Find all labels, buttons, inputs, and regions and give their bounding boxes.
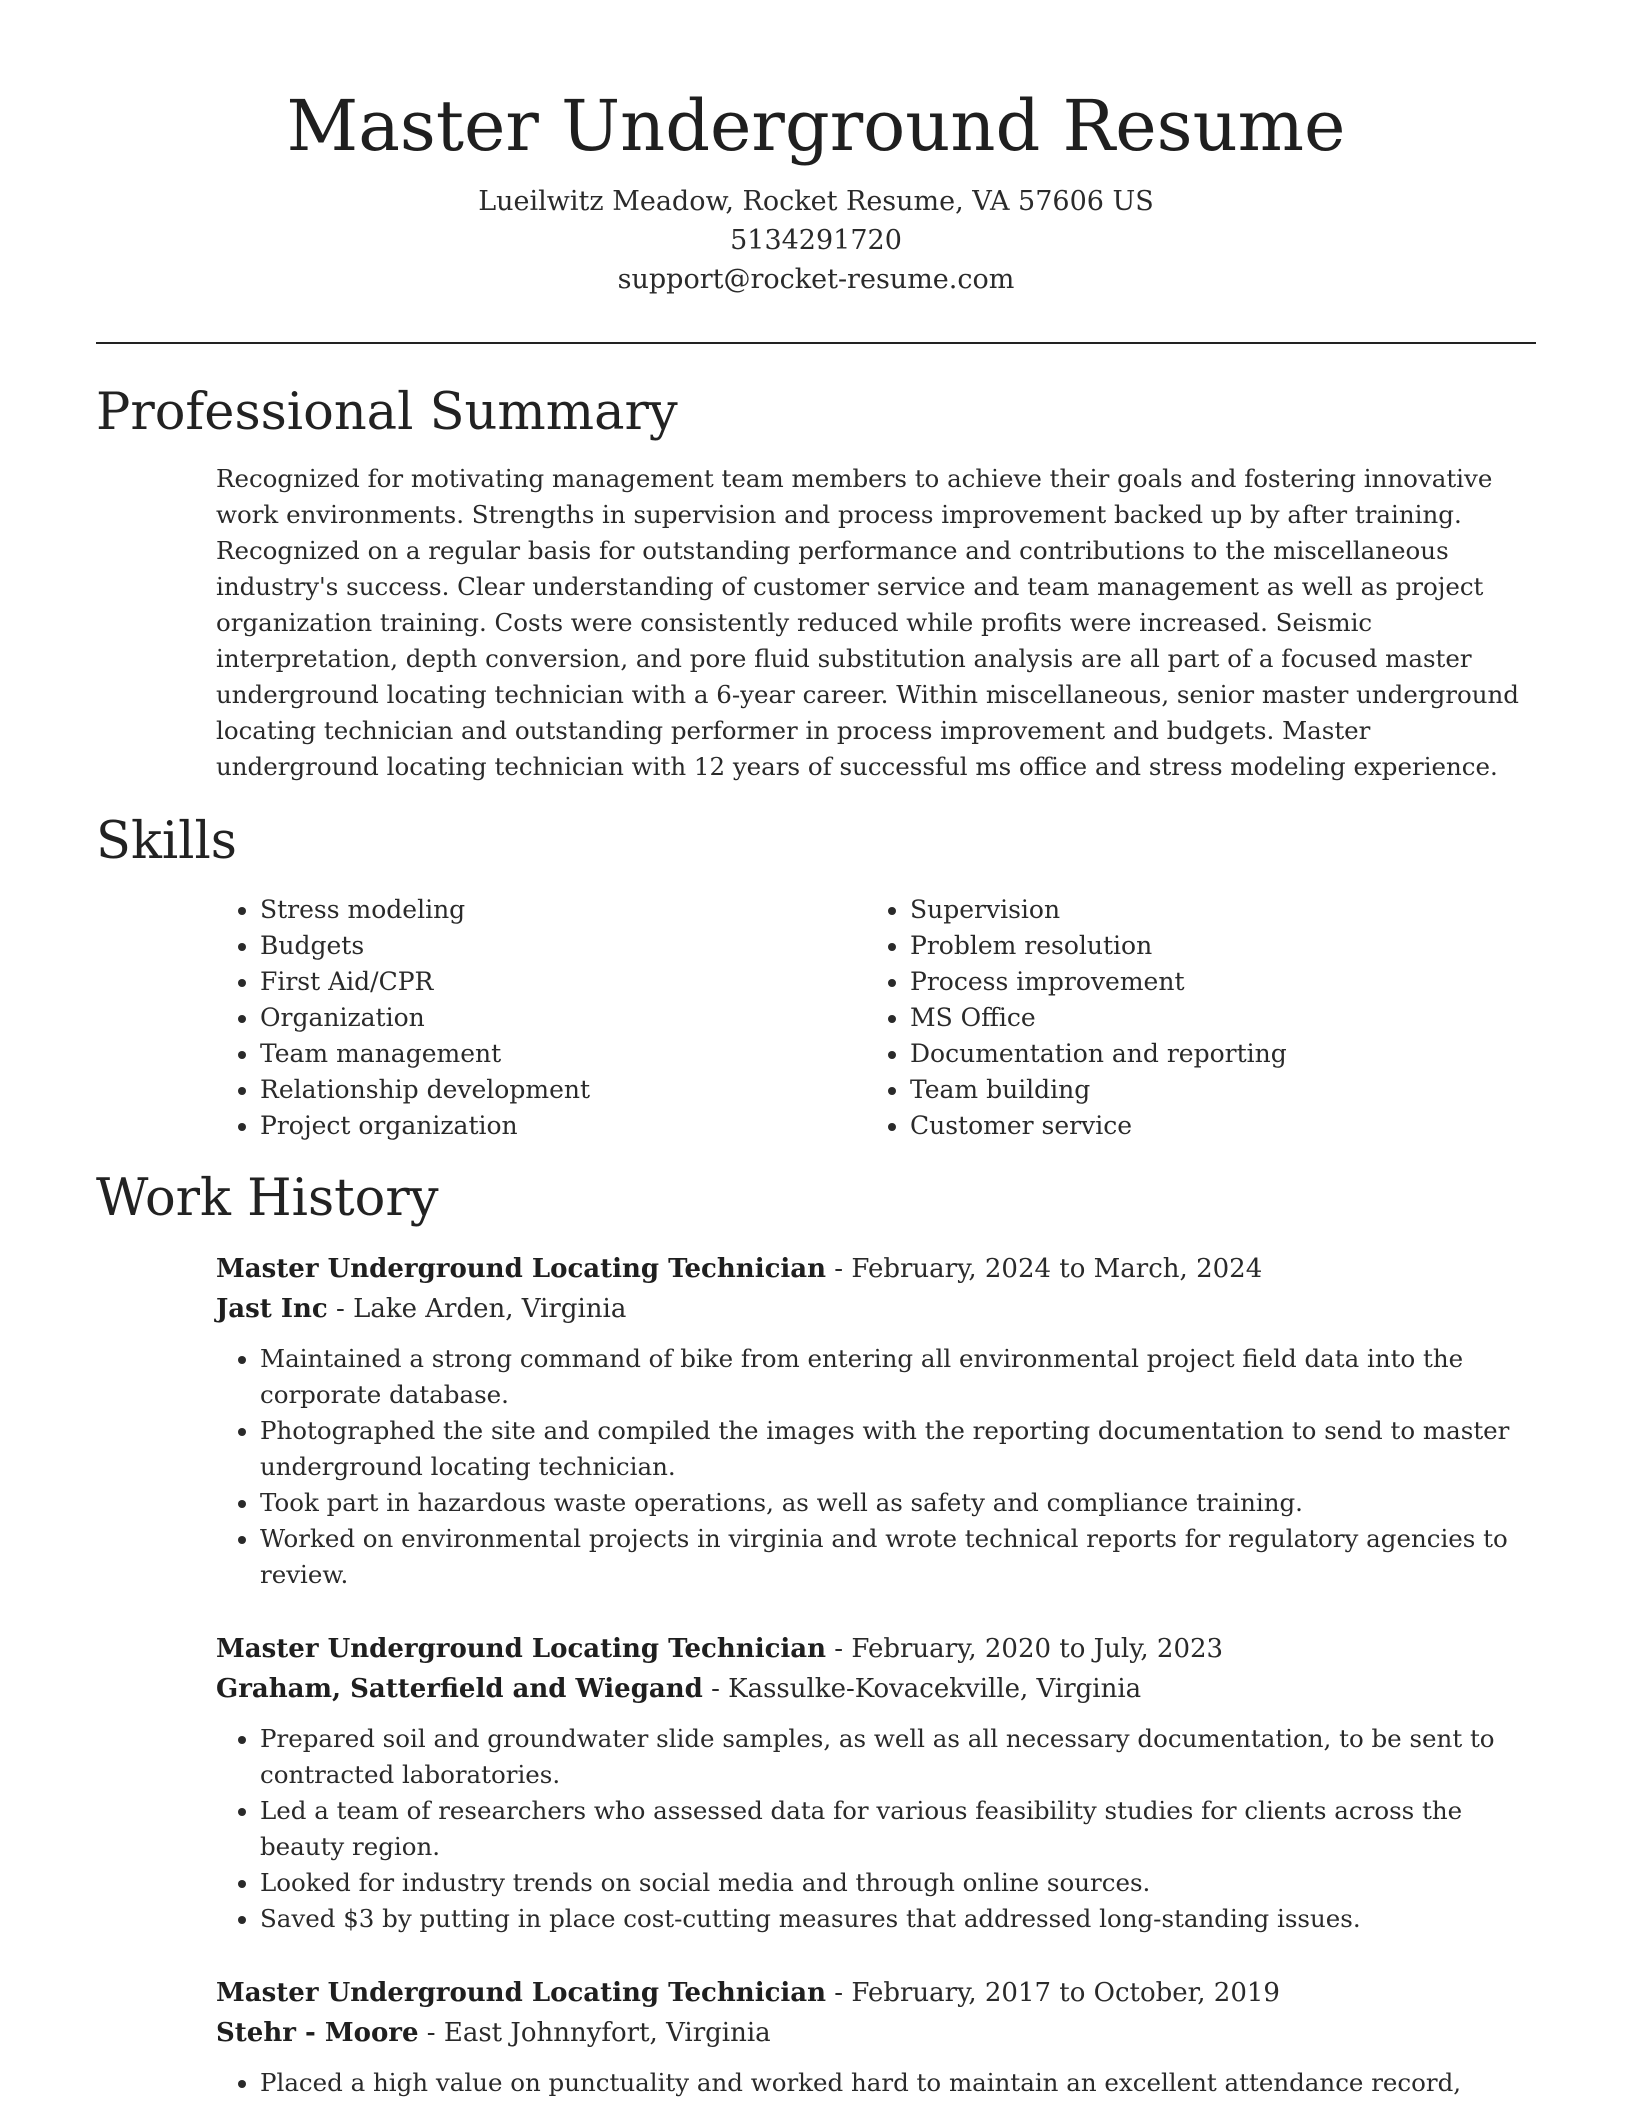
job-company-line xyxy=(216,2013,1536,2053)
skill-item: • First Aid/CPR xyxy=(260,964,590,1000)
skills-list-right xyxy=(866,892,1287,1144)
job-company-line xyxy=(216,1669,1536,1709)
job-bullets xyxy=(216,1341,1536,1593)
skill-item: • Process improvement xyxy=(910,964,1287,1000)
job-location: Kassulke-Kovacekville, Virginia xyxy=(728,1674,1142,1704)
skill-item: • Relationship development xyxy=(260,1072,590,1108)
job-location: Lake Arden, Virginia xyxy=(353,1294,627,1324)
job-location: East Johnnyfort, Virginia xyxy=(443,2018,771,2048)
job-title: Master Underground Locating Technician xyxy=(216,1978,827,2008)
skill-item: • MS Office xyxy=(910,1000,1287,1036)
work-history-heading: Work History xyxy=(96,1169,439,1228)
job-title-line xyxy=(216,1629,1536,1669)
job-company: Graham, Satterfield and Wiegand xyxy=(216,1674,703,1704)
summary-heading: Professional Summary xyxy=(96,383,678,442)
skill-item: • Team management xyxy=(260,1036,590,1072)
job-dates: February, 2017 to October, 2019 xyxy=(851,1978,1280,2008)
skill-item: • Documentation and reporting xyxy=(910,1036,1287,1072)
skill-item: • Problem resolution xyxy=(910,928,1287,964)
job-bullet: • Worked on environmental projects in virginia and wrote technical reports for regulatory agencies to review. xyxy=(260,1521,1536,1593)
job-dates: February, 2024 to March, 2024 xyxy=(851,1254,1263,1284)
skills-heading: Skills xyxy=(96,812,237,871)
skill-item: • Team building xyxy=(910,1072,1287,1108)
job-bullet: • Took part in hazardous waste operations, as well as safety and compliance training. xyxy=(260,1485,1536,1521)
contact-address: Lueilwitz Meadow, Rocket Resume, VA 57606 US xyxy=(478,186,1154,217)
separator: - xyxy=(826,1978,852,2008)
skill-item: • Project organization xyxy=(260,1108,590,1144)
job-entry xyxy=(216,1629,1536,1937)
job-dates: February, 2020 to July, 2023 xyxy=(851,1634,1224,1664)
header-divider xyxy=(96,342,1536,344)
job-bullets xyxy=(216,1721,1536,1937)
contact-phone: 5134291720 xyxy=(730,225,902,256)
job-bullet: • Looked for industry trends on social media and through online sources. xyxy=(260,1865,1536,1901)
contact-block xyxy=(0,182,1632,299)
job-bullet: • Photographed the site and compiled the images with the reporting documentation to send to master underground locating technician. xyxy=(260,1413,1536,1485)
resume-header xyxy=(0,84,1632,299)
job-entry xyxy=(216,1973,1536,2101)
job-title: Master Underground Locating Technician xyxy=(216,1254,827,1284)
separator: - xyxy=(826,1634,852,1664)
separator: - xyxy=(702,1674,729,1704)
job-bullet: • Led a team of researchers who assessed data for various feasibility studies for clients across the beauty region. xyxy=(260,1793,1536,1865)
skill-item: • Stress modeling xyxy=(260,892,590,928)
job-bullet: • Placed a high value on punctuality and worked hard to maintain an excellent attendance record, xyxy=(260,2065,1536,2101)
job-title-line xyxy=(216,1249,1536,1289)
job-company: Stehr - Moore xyxy=(216,2018,419,2048)
separator: - xyxy=(826,1254,852,1284)
skills-list-left xyxy=(216,892,590,1144)
contact-email: support@rocket-resume.com xyxy=(617,264,1015,295)
skill-item: • Budgets xyxy=(260,928,590,964)
skill-item: • Customer service xyxy=(910,1108,1287,1144)
skill-item: • Organization xyxy=(260,1000,590,1036)
job-bullet: • Prepared soil and groundwater slide samples, as well as all necessary documentation, to be sent to contracted laboratories. xyxy=(260,1721,1536,1793)
job-company-line xyxy=(216,1289,1536,1329)
summary-text: Recognized for motivating management team members to achieve their goals and fostering innovative work environments. Strengths in supervision and process improvement backed up by after training. Recognized on a regular basis for outstanding performance and contributions to the miscellaneous industry's success. Clear understanding of customer service and team management as well as project organization training. Costs were consistently reduced while profits were increased. Seismic interpretation, depth conversion, and pore fluid substitution analysis are all part of a focused master underground locating technician with a 6-year career. Within miscellaneous, senior master underground locating technician and outstanding performer in process improvement and budgets. Master underground locating technician with 12 years of successful ms office and stress modeling experience. xyxy=(216,464,1519,781)
resume-title: Master Underground Resume xyxy=(286,85,1346,167)
separator: - xyxy=(327,1294,354,1324)
job-bullet: • Saved $3 by putting in place cost-cutting measures that addressed long-standing issues. xyxy=(260,1901,1536,1937)
job-bullet: • Maintained a strong command of bike from entering all environmental project field data into the corporate database. xyxy=(260,1341,1536,1413)
separator: - xyxy=(418,2018,444,2048)
job-title: Master Underground Locating Technician xyxy=(216,1634,827,1664)
job-entry xyxy=(216,1249,1536,1593)
job-bullets xyxy=(216,2065,1536,2101)
job-title-line xyxy=(216,1973,1536,2013)
skill-item: • Supervision xyxy=(910,892,1287,928)
job-company: Jast Inc xyxy=(216,1294,328,1324)
